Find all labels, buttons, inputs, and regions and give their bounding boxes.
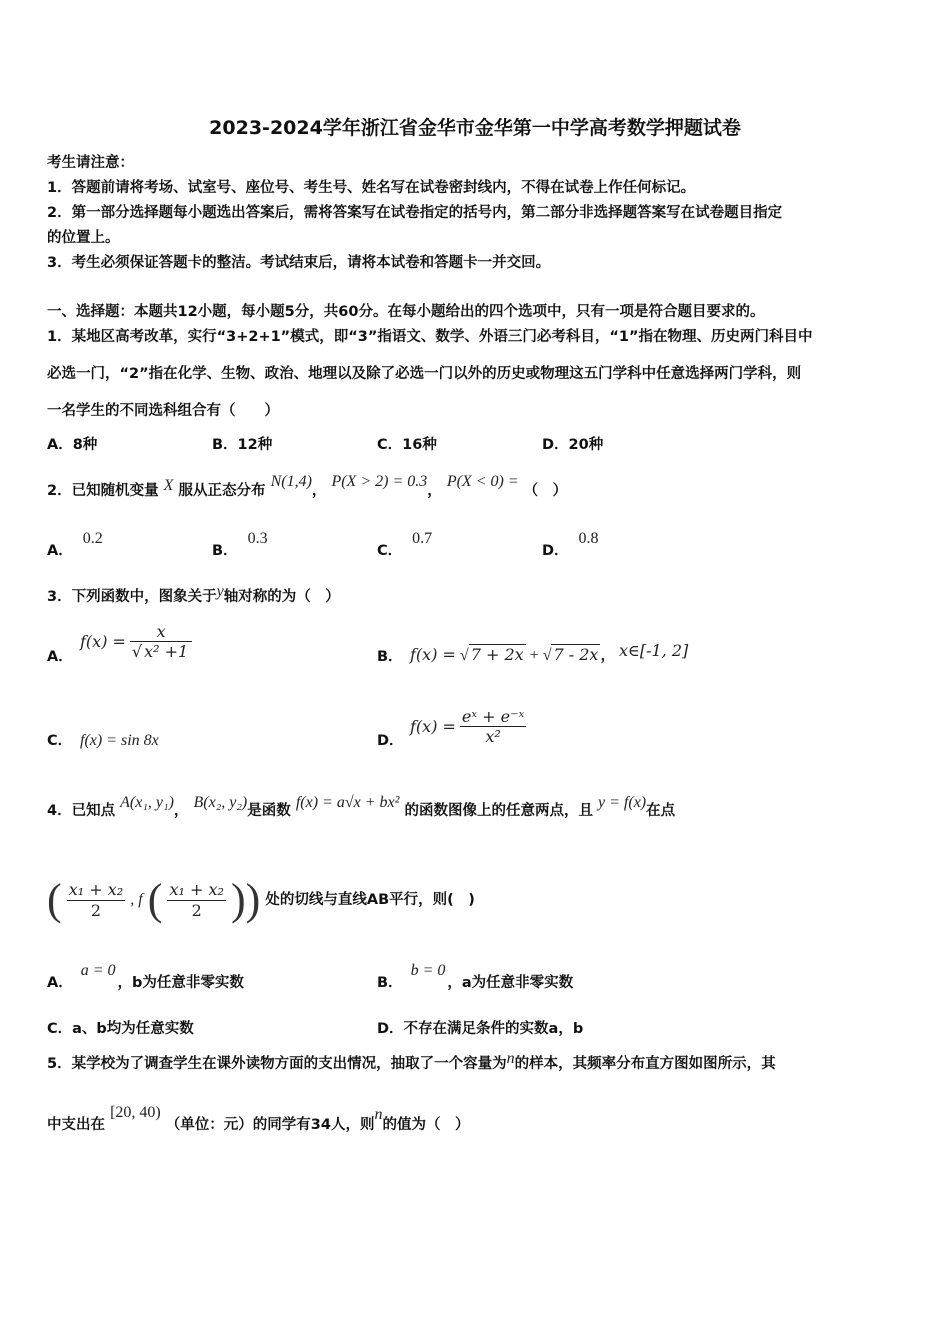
q4-point-num-1: x₁ + x₂ [68,879,124,899]
q2-var: X [163,477,174,494]
notice-item-2-cont: 的位置上。 [47,230,120,246]
q4-option-a-math: a = 0 [80,962,116,979]
q4-inner-paren-open: ( [147,875,163,924]
q5-e: 的值为（ ） [382,1117,470,1133]
q4-point-den-1: 2 [67,900,125,921]
q4-option-b[interactable] [377,962,574,993]
q5-var2: n [374,1106,383,1123]
q4-point-a: A(x₁, y₁) [120,794,174,811]
q3-stem-b: 轴对称的为（ ） [223,589,340,605]
q3-a-lhs: f(x) = [80,632,126,651]
notice-item-3: 3．考生必须保证答题卡的整洁。考试结束后，请将本试卷和答题卡一并交回。 [47,255,551,271]
q5-d: （单位：元）的同学有34人，则 [165,1117,375,1133]
q3-b-rad2: 7 - 2x [553,645,599,664]
exam-title: 2023-2024学年浙江省金华市金华第一中学高考数学押题试卷 [209,117,741,139]
q3-d-lhs: f(x) = [410,717,456,736]
q4-mid: 的函数图像上的任意两点，且 [404,803,593,819]
q3-d-num: eˣ + e⁻ˣ [461,707,525,726]
q4-point-den-2: 2 [167,900,225,921]
q3-option-c-formula: f(x) = sin 8x [80,732,159,749]
q5-a: 5．某学校为了调查学生在课外读物方面的支出情况，抽取了一个容量为 [47,1056,507,1072]
q2-option-c-letter: C． [377,543,403,559]
q2-option-c-value: 0.7 [412,530,433,547]
q3-b-rad1: 7 + 2x [470,645,524,664]
q1-option-d[interactable]: D．20种 [542,437,604,453]
q5-b: 的样本，其频率分布直方图如图所示，其 [514,1056,776,1072]
q3-d-fraction [460,707,526,746]
notice-heading: 考生请注意： [47,155,134,171]
q2-cond2: P(X < 0) = [446,473,519,490]
q1-option-c[interactable]: C．16种 [377,437,437,453]
q2-suffix: （ ） [523,483,568,499]
q4-option-b-math: b = 0 [410,962,446,979]
q5-c: 中支出在 [47,1117,105,1133]
q2-option-d-letter: D． [542,543,569,559]
q3-b-sep: ， [600,648,615,664]
q3-b-domain: x∈[-1, 2] [618,641,689,660]
q2-comma-2: ， [427,483,442,499]
q3-b-plus: + [529,647,539,664]
q4-paren-open: ( [47,875,62,924]
q4-option-b-text: ，a为任意非零实数 [447,975,574,991]
q4-option-a-text: ，b为任意非零实数 [117,975,244,991]
q2-option-b-value: 0.3 [247,530,268,547]
q4-point-num-2: x₁ + x₂ [169,879,224,899]
q5-interval: [20, 40) [110,1104,161,1121]
q2-comma-1: ， [311,483,327,499]
q2-cond1: P(X > 2) = 0.3 [331,473,428,490]
q3-option-d-letter[interactable]: D． [377,733,404,749]
q3-a-num: x [156,622,166,641]
q3-option-a-formula [80,622,192,661]
q4-prefix: 4．已知点 [47,803,116,819]
q1-line-2: 必选一门，“2”指在化学、生物、政治、地理以及除了必选一门以外的历史或物理这五门学科中任意选择两门学科，则 [47,366,802,382]
q3-a-fraction: $\frac{x}{\text{√ x² +1}}$ [130,622,192,661]
q3-stem [47,583,340,607]
q3-option-b-letter[interactable]: B． [377,649,403,665]
q4-point-fraction-1 [67,880,125,921]
q3-option-d-formula [410,707,526,746]
notice-item-1: 1．答题前请将考场、试室号、座位号、考生号、姓名写在试卷密封线内，不得在试卷上作任何标记。 [47,180,696,196]
q4-inner-paren-close: ) [230,875,246,924]
q5-line-2 [47,1104,470,1135]
q4-point-fraction-2 [167,880,225,921]
q4-yfx: y = f(x) [598,794,647,811]
q4-option-a[interactable] [47,962,244,993]
q2-option-a-letter: A． [47,543,73,559]
q4-stem [47,794,676,821]
q3-var: y [216,583,224,600]
q3-option-b-formula: f(x) = √ 7 + 2x + √ 7 - 2x ， x∈[-1, 2] [410,641,689,664]
q5-var: n [506,1050,515,1067]
q1-option-b[interactable]: B．12种 [212,437,273,453]
q2-mid: 服从正态分布 [178,483,266,499]
q2-option-b[interactable] [212,530,268,561]
q3-b-lhs: f(x) = [410,645,456,664]
q4-option-c[interactable]: C．a、b均为任意实数 [47,1021,194,1037]
q2-option-d[interactable] [542,530,599,561]
q2-prefix: 2．已知随机变量 [47,483,159,499]
q3-d-den: x² [460,726,526,746]
q4-comma: ， [173,803,189,819]
q4-option-b-letter: B． [377,975,403,991]
q3-a-den: x² +1 [144,642,189,661]
notice-item-2: 2．第一部分选择题每小题选出答案后，需将答案写在试卷指定的括号内，第二部分非选择题答案写在试卷题目指定 [47,205,783,221]
q4-option-d[interactable]: D．不存在满足条件的实数a，b [377,1021,584,1037]
q2-option-a[interactable] [47,530,103,561]
q4-at: 在点 [646,803,676,819]
q4-is-func: 是函数 [247,803,291,819]
q2-stem [47,473,568,501]
q3-option-a-letter[interactable]: A． [47,649,73,665]
section-heading: 一、选择题：本题共12小题，每小题5分，共60分。在每小题给出的四个选项中，只有一项是符合题目要求的。 [47,304,765,320]
q4-point-line [47,875,475,924]
q2-dist: N(1,4) [270,473,312,490]
q1-line-3: 一名学生的不同选科组合有（ ） [47,403,279,419]
q4-func: f(x) = a√x + bx² [295,794,400,811]
q5-line-1 [47,1050,776,1074]
q2-option-a-value: 0.2 [82,530,103,547]
q4-option-a-letter: A． [47,975,73,991]
q4-paren-close: ) [245,875,261,924]
q2-option-d-value: 0.8 [578,530,599,547]
q3-stem-a: 3．下列函数中，图象关于 [47,589,217,605]
q3-option-c-letter[interactable]: C． [47,733,73,749]
q4-point-b: B(x₂, y₂) [193,794,248,811]
q2-option-b-letter: B． [212,543,238,559]
q4-tail: 处的切线与直线AB平行，则( ) [265,892,475,908]
q1-line-1: 1．某地区高考改革，实行“3+2+1”模式，即“3”指语文、数学、外语三门必考科目，“1”指在物理、历史两门科目中 [47,329,813,345]
q2-option-c[interactable] [377,530,433,561]
q4-point-f: , f [130,891,143,908]
q1-option-a[interactable]: A．8种 [47,437,98,453]
